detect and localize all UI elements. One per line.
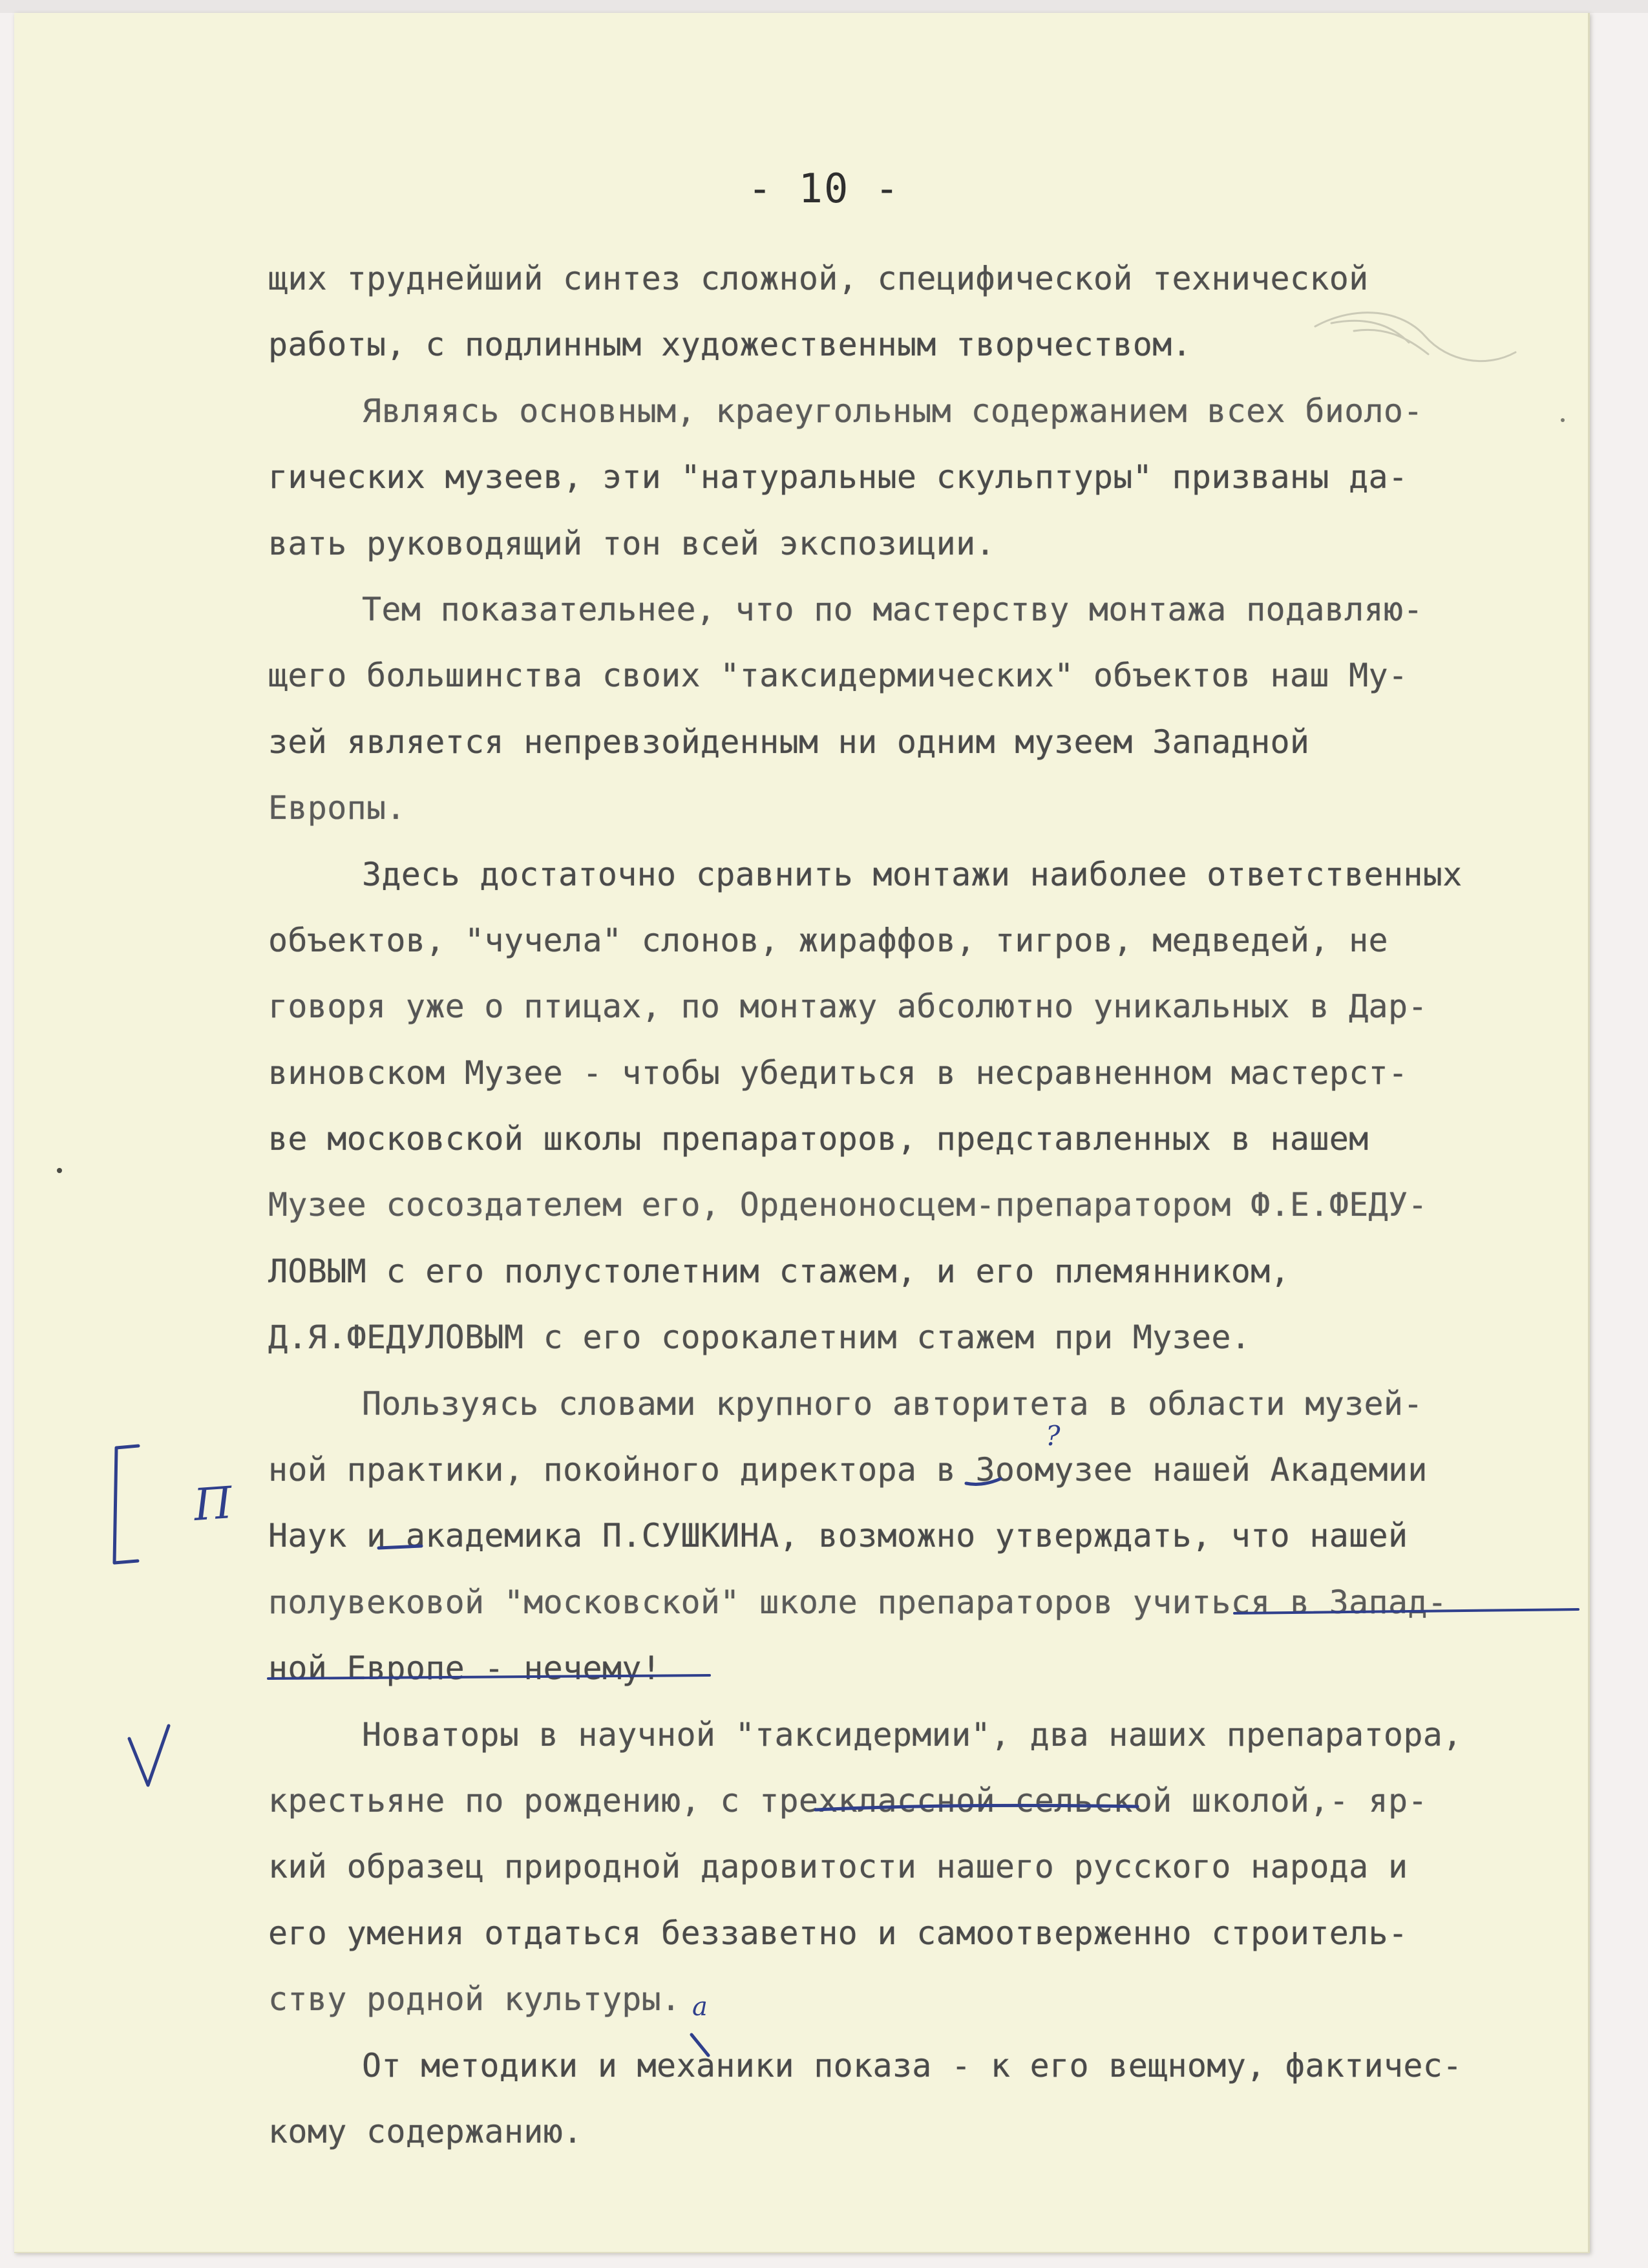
text-line: крестьяне по рождению, с трехклассной сельской школой,- яр- [268, 1781, 1428, 1819]
text-line: Новаторы в научной "таксидермии", два наших препаратора, [362, 1715, 1463, 1754]
typed-text-body [268, 246, 1587, 2165]
page-number: - 10 - [748, 165, 900, 212]
text-line: От методики и механики показа - к его вещному, фактичес- [362, 2046, 1463, 2084]
text-line: Европы. [268, 789, 406, 827]
text-line: его умения отдаться беззаветно и самоотверженно строитель- [268, 1914, 1408, 1952]
text-line: виновском Музее - чтобы убедиться в несравненном мастерст- [268, 1054, 1408, 1092]
text-line: зей является непревзойденным ни одним музеем Западной [268, 723, 1310, 761]
text-line: полувековой "московской" школе препараторов учиться в Запад- [268, 1583, 1448, 1621]
text-line: Д.Я.ФЕДУЛОВЫМ с его сорокалетним стажем при Музее. [268, 1319, 1251, 1357]
text-line: ной Европе - нечему! [268, 1649, 662, 1688]
text-line: щего большинства своих "таксидермических" объектов наш Му- [268, 657, 1408, 695]
text-line: кому содержанию. [268, 2112, 583, 2150]
text-line: щих труднейший синтез сложной, специфической технической [268, 260, 1369, 297]
text-line: ной практики, покойного директора в Зоомузее нашей Академии [268, 1451, 1428, 1489]
scan-top-strip [0, 0, 1648, 13]
text-line: Здесь достаточно сравнить монтажи наиболее ответственных [362, 855, 1463, 893]
text-line: Пользуясь словами крупного авторитета в области музей- [362, 1384, 1423, 1423]
text-line: Наук и академика П.СУШКИНА, возможно утверждать, что нашей [268, 1517, 1408, 1555]
text-line: ЛОВЫМ с его полустолетним стажем, и его племянником, [268, 1252, 1290, 1290]
text-line: ве московской школы препараторов, представленных в нашем [268, 1120, 1369, 1158]
text-line: гических музеев, эти "натуральные скульптуры" призваны да- [268, 458, 1408, 496]
text-line: работы, с подлинным художественным творчеством. [268, 326, 1192, 364]
text-line: кий образец природной даровитости нашего русского народа и [268, 1848, 1408, 1886]
insert-letter-a: а [692, 1992, 708, 2022]
margin-letter-p: П [192, 1478, 234, 1531]
text-line: ству родной культуры. [268, 1980, 681, 2019]
text-line: объектов, "чучела" слонов, жираффов, тигров, медведей, не [268, 921, 1388, 959]
text-line: вать руководящий тон всей экспозиции. [268, 524, 995, 562]
text-line: говоря уже о птицах, по монтажу абсолютно уникальных в Дар- [268, 988, 1428, 1026]
query-mark: ? [1046, 1420, 1061, 1452]
text-line: Являясь основным, краеугольным содержанием всех биоло- [362, 392, 1423, 430]
text-line: Тем показательнее, что по мастерству монтажа подавляю- [362, 590, 1423, 628]
text-line: Музее сосоздателем его, Орденоносцем-препаратором Ф.Е.ФЕДУ- [268, 1186, 1428, 1224]
